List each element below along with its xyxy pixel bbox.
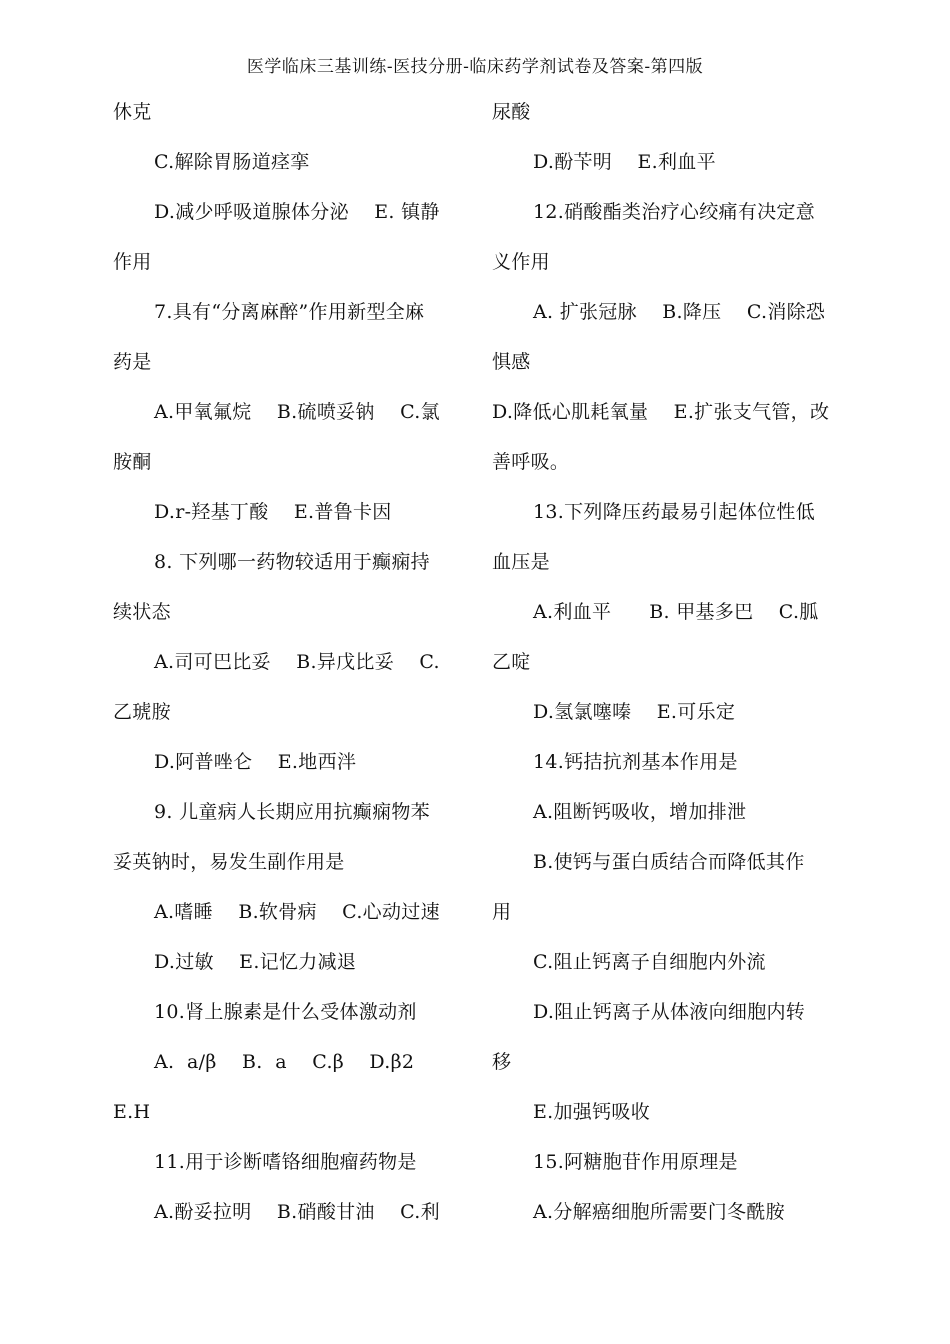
text-line: 移 [492, 1051, 512, 1073]
text-line: C.解除胃肠道痉挛 [154, 151, 310, 173]
text-line: 胺酮 [113, 451, 152, 473]
answer-options: D.r-羟基丁酸 E.普鲁卡因 [154, 501, 392, 523]
text-line: 续状态 [113, 601, 171, 623]
question-9: 9. 儿童病人长期应用抗癫痫物苯 [154, 801, 430, 823]
text-line: 妥英钠时，易发生副作用是 [113, 851, 345, 873]
answer-options: A.酚妥拉明 B.硝酸甘油 C.利 [154, 1201, 440, 1223]
question-15: 15.阿糖胞苷作用原理是 [533, 1151, 738, 1173]
text-line: E.H [113, 1101, 151, 1123]
text-line: 义作用 [492, 251, 550, 273]
text-line: 休克 [113, 101, 152, 123]
answer-option: B.使钙与蛋白质结合而降低其作 [533, 851, 805, 873]
answer-option: D.阻止钙离子从体液向细胞内转 [533, 1001, 806, 1023]
answer-options: A.嗜睡 B.软骨病 C.心动过速 [154, 901, 440, 923]
answer-options: D.氢氯噻嗪 E.可乐定 [533, 701, 736, 723]
text-line: 尿酸 [492, 101, 531, 123]
answer-options: D.过敏 E.记忆力减退 [154, 951, 357, 973]
text-line: 乙啶 [492, 651, 531, 673]
answer-options: D.阿普唑仑 E.地西泮 [154, 751, 357, 773]
text-line: 作用 [113, 251, 152, 273]
answer-options: A.利血平 B. 甲基多巴 C.胍 [533, 601, 819, 623]
answer-option: A.分解癌细胞所需要门冬酰胺 [533, 1201, 785, 1223]
page-header: 医学临床三基训练-医技分册-临床药学剂试卷及答案-第四版 [246, 57, 704, 77]
answer-option: A.阻断钙吸收，增加排泄 [533, 801, 747, 823]
answer-option: E.加强钙吸收 [533, 1101, 651, 1123]
answer-options: A. 扩张冠脉 B.降压 C.消除恐 [533, 301, 826, 323]
text-line: D.减少呼吸道腺体分泌 E. 镇静 [154, 201, 440, 223]
answer-options: D.降低心肌耗氧量 E.扩张支气管，改 [492, 401, 830, 423]
question-10: 10.肾上腺素是什么受体激动剂 [154, 1001, 417, 1023]
answer-options: A. a/β B. a C.β D.β2 [154, 1051, 415, 1073]
answer-option: C.阻止钙离子自细胞内外流 [533, 951, 766, 973]
text-line: 用 [492, 901, 512, 923]
text-line: 乙琥胺 [113, 701, 171, 723]
question-7: 7.具有“分离麻醉”作用新型全麻 [154, 301, 425, 323]
question-11: 11.用于诊断嗜铬细胞瘤药物是 [154, 1151, 417, 1173]
question-13: 13.下列降压药最易引起体位性低 [533, 501, 816, 523]
text-line: 善呼吸。 [492, 451, 570, 473]
question-8: 8. 下列哪一药物较适用于癫痫持 [154, 551, 430, 573]
question-14: 14.钙拮抗剂基本作用是 [533, 751, 738, 773]
text-line: 药是 [113, 351, 152, 373]
answer-options: A.司可巴比妥 B.异戊比妥 C. [154, 651, 440, 673]
text-line: 惧感 [492, 351, 531, 373]
answer-options: D.酚苄明 E.利血平 [533, 151, 716, 173]
text-line: 血压是 [492, 551, 550, 573]
question-12: 12.硝酸酯类治疗心绞痛有决定意 [533, 201, 816, 223]
answer-options: A.甲氧氟烷 B.硫喷妥钠 C.氯 [154, 401, 440, 423]
